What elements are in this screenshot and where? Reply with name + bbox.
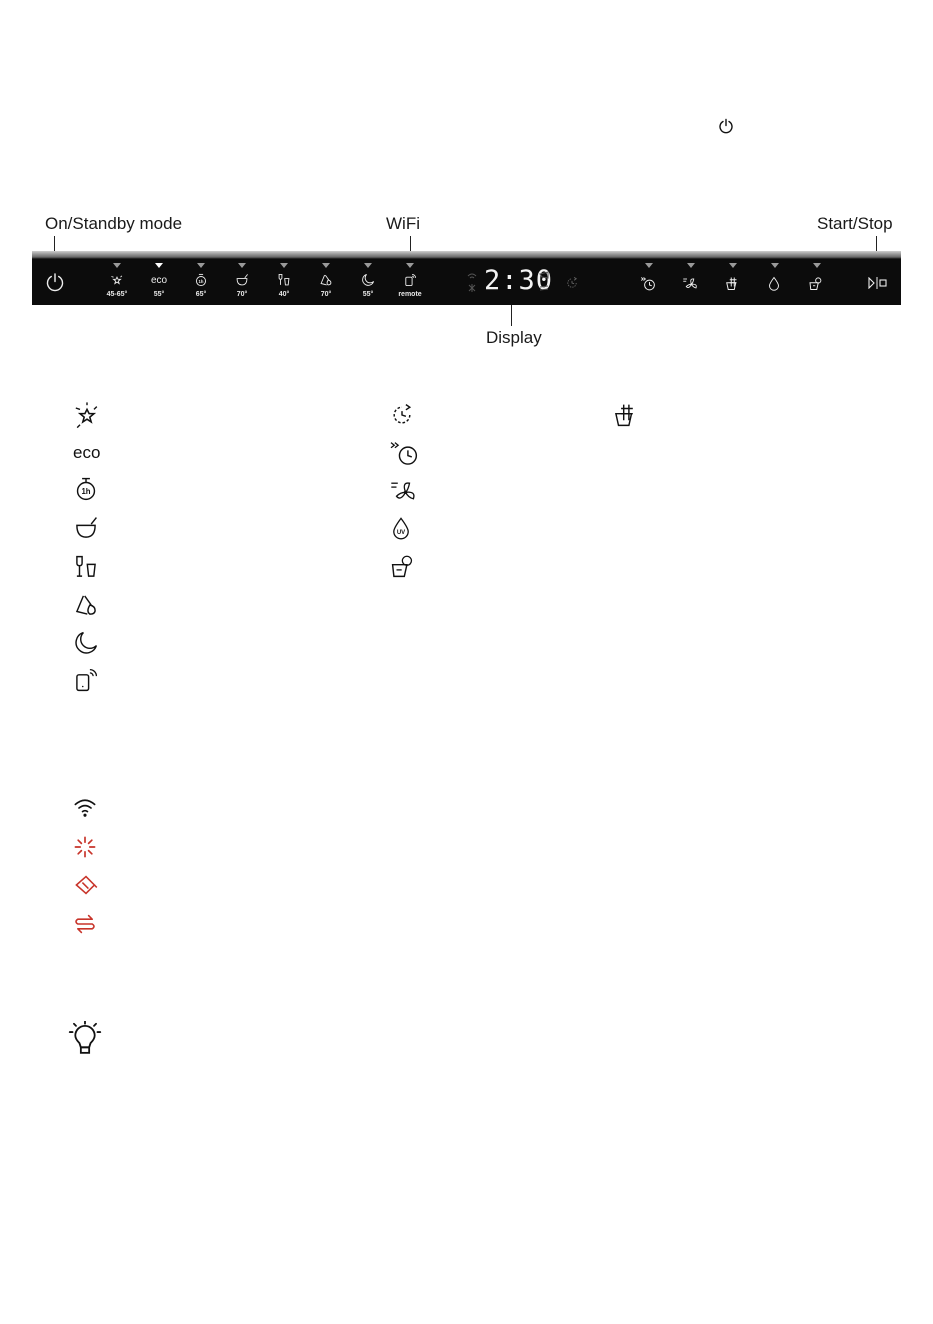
extra-dry-icon <box>683 276 698 291</box>
svg-text:1h: 1h <box>81 487 91 497</box>
program-intensive-button[interactable] <box>110 273 124 287</box>
program-temp: 55° <box>153 291 165 298</box>
legend-rinse-aid-icon <box>73 873 99 897</box>
legend-night-icon <box>73 630 99 656</box>
legend-lightbulb-icon <box>68 1021 102 1057</box>
program-indicator <box>364 263 372 268</box>
upper-basket-icon <box>809 276 824 291</box>
start-stop-icon <box>868 277 888 289</box>
option-indicator <box>729 263 737 268</box>
delay-start-icon <box>641 276 656 291</box>
legend-hygiene-icon <box>73 592 99 618</box>
program-night-button[interactable] <box>361 273 375 287</box>
program-indicator <box>322 263 330 268</box>
svg-text:1h: 1h <box>198 278 204 284</box>
hygiene-icon <box>319 273 333 287</box>
power-icon <box>45 272 65 292</box>
program-indicator <box>155 263 163 268</box>
legend-pot-icon <box>73 515 99 541</box>
program-indicator <box>280 263 288 268</box>
program-temp: 65° <box>195 291 207 298</box>
program-indicator <box>113 263 121 268</box>
on-standby-button[interactable] <box>45 272 65 292</box>
program-temp: 55° <box>362 291 374 298</box>
program-temp: remote <box>398 291 422 298</box>
wifi-label: WiFi <box>386 214 420 233</box>
svg-text:UV: UV <box>396 530 406 536</box>
remote-icon <box>403 273 417 287</box>
on-standby-label: On/Standby mode <box>45 214 183 233</box>
night-icon <box>361 273 375 287</box>
program-temp: 45-65° <box>106 291 128 298</box>
legend-machine-care-icon <box>73 913 97 935</box>
legend-one-hour-icon <box>73 476 99 502</box>
legend-uv-icon <box>389 515 413 541</box>
legend-extra-dry-icon <box>389 478 417 504</box>
option-extra-dry-button[interactable] <box>683 276 698 291</box>
program-eco-button[interactable]: eco <box>150 275 168 286</box>
legend-glass-icon <box>73 554 99 580</box>
program-temp: 70° <box>236 291 248 298</box>
legend-remote-icon <box>73 667 99 693</box>
option-half-load-button[interactable] <box>725 276 740 291</box>
display-status-icons-right <box>538 270 550 294</box>
legend-prewash-icon <box>389 402 415 428</box>
option-uv-button[interactable] <box>767 276 782 291</box>
power-icon <box>718 118 734 134</box>
display-time: 2:30 <box>484 265 554 296</box>
one-hour-icon <box>194 273 208 287</box>
legend-salt-refill-icon <box>73 835 97 859</box>
option-indicator <box>771 263 779 268</box>
intensive-icon <box>110 273 124 287</box>
glass-icon <box>277 273 291 287</box>
display-status-icons-left <box>466 271 478 293</box>
option-delay-start-button[interactable] <box>641 276 656 291</box>
half-load-icon <box>725 276 740 291</box>
legend-delay-start-icon <box>389 440 419 466</box>
legend-intensive-icon <box>73 401 101 429</box>
legend-wifi-icon <box>73 797 97 819</box>
program-indicator <box>406 263 414 268</box>
start-stop-label: Start/Stop <box>817 214 893 233</box>
program-indicator <box>238 263 246 268</box>
legend-eco-text: eco <box>73 443 101 462</box>
program-pot-button[interactable] <box>235 273 249 287</box>
legend-upper-basket-icon <box>389 553 417 579</box>
program-1h-button[interactable] <box>194 273 208 287</box>
program-glass-button[interactable] <box>277 273 291 287</box>
uv-icon <box>767 276 782 291</box>
program-temp: 40° <box>278 291 290 298</box>
legend-half-load-icon <box>612 401 638 429</box>
option-indicator <box>813 263 821 268</box>
program-hygiene-button[interactable] <box>319 273 333 287</box>
option-upper-basket-button[interactable] <box>809 276 824 291</box>
pot-icon <box>235 273 249 287</box>
option-indicator <box>687 263 695 268</box>
program-indicator <box>197 263 205 268</box>
prewash-icon <box>565 276 579 290</box>
start-stop-button[interactable] <box>868 277 888 289</box>
program-temp: 70° <box>320 291 332 298</box>
program-remote-button[interactable] <box>403 273 417 287</box>
option-indicator <box>645 263 653 268</box>
display-label: Display <box>486 328 542 347</box>
